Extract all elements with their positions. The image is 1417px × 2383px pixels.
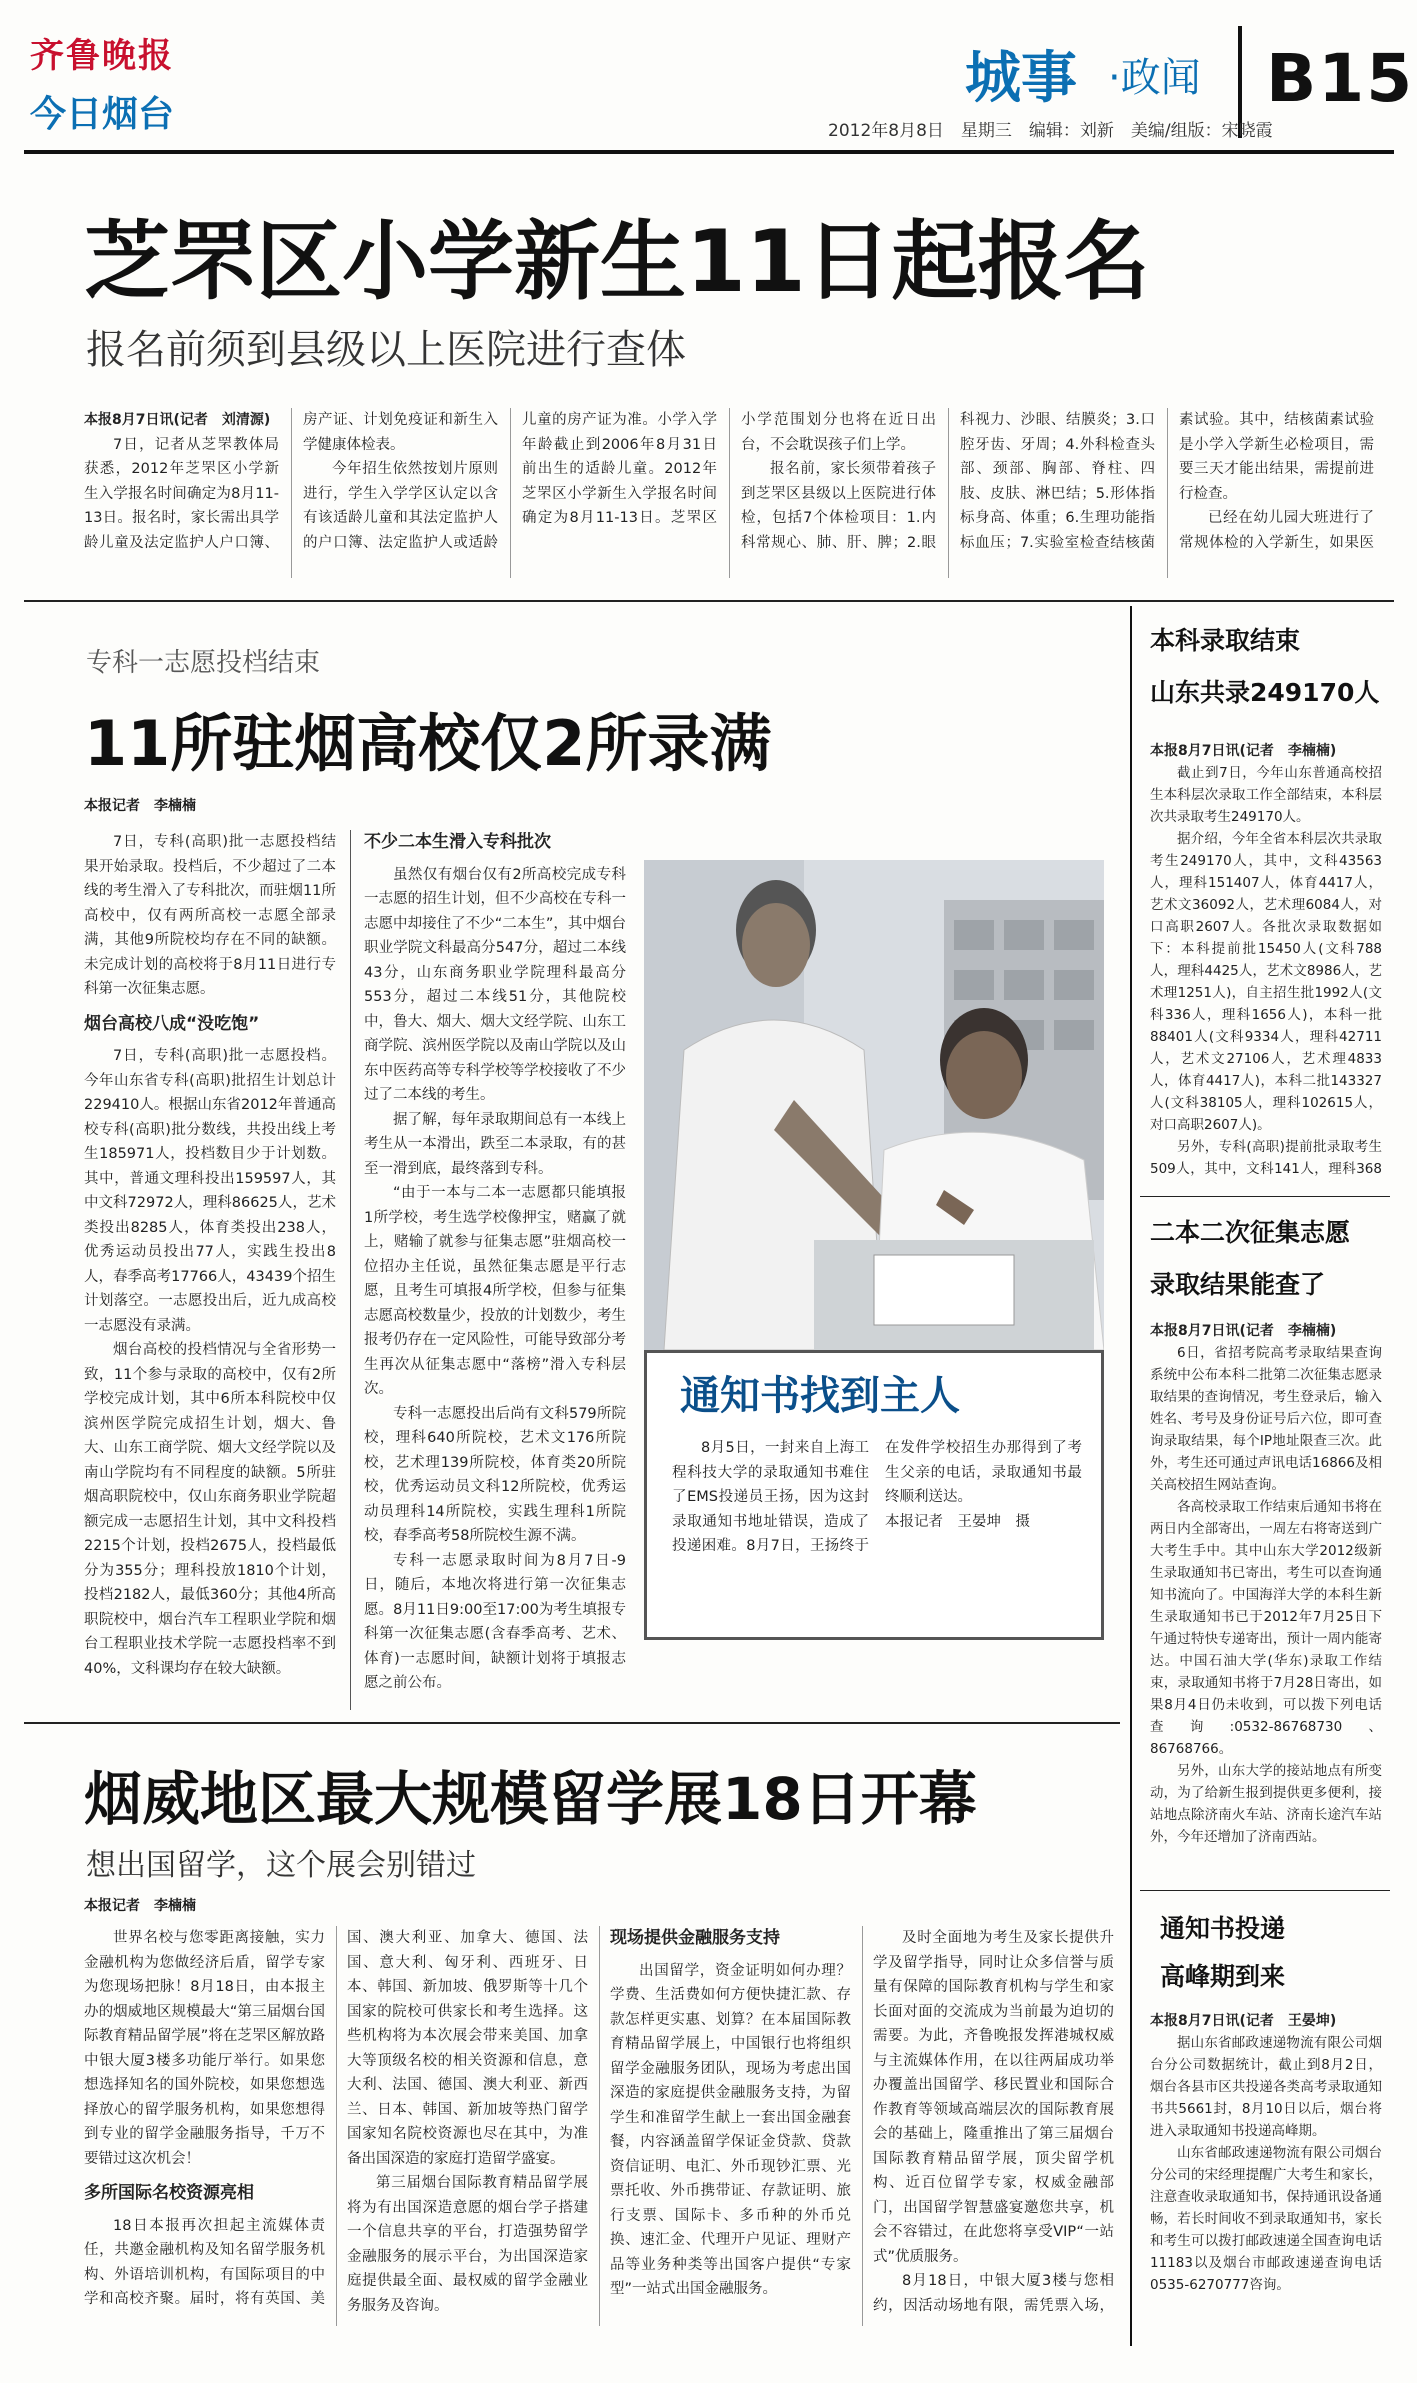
- article2-paragraph: 专科一志愿录取时间为8月7日-9日，随后，本地次将进行第一次征集志愿。8月11日9:00至17:00为考生填报专科第一次征集志愿(含春季高考、艺术、体育)一志愿时间，缺额计划将于填报志愿之前公布。: [364, 1552, 626, 1691]
- article3-byline: 本报记者 李楠楠: [84, 1898, 196, 1914]
- article3-subhead-1: 多所国际名校资源亮相: [84, 2183, 254, 2203]
- article1-body: [84, 408, 1374, 578]
- article2-kicker: 专科一志愿投档结束: [86, 648, 321, 678]
- article2-paragraph: 虽然仅有烟台仅有2所高校完成专科一志愿的招生计划，但不少高校在专科一志愿中却接住了不少“二本生”，其中烟台职业学院文科最高分547分，超过二本线43分，山东商务职业学院理科最高分553分，超过二本线51分，其他院校中，鲁大、烟大、烟大文经学院、山东工商学院、滨州医学院以及南山学院以及山东中医药高等专科学校等学校接收了不少过了二本线的考生。: [364, 866, 626, 1103]
- article2-paragraph: 据了解，每年录取期间总有一本线上考生从一本滑出，跌至二本录取，有的甚至一滑到底，最终落到专科。: [364, 1111, 626, 1177]
- article1-byline: 本报8月7日讯(记者 刘清源): [84, 412, 271, 428]
- article3-subhead-2: 现场提供金融服务支持: [610, 1928, 780, 1948]
- article2-paragraph: 烟台高校的投档情况与全省形势一致，11个参与录取的高校中，仅有2所学校完成计划，其中6所本科院校中仅滨州医学院完成招生计划，烟大、鲁大、山东工商学院、烟大文经学院以及南山学院均有不同程度的缺额。5所驻烟高职院校中，仅山东商务职业学院超额完成一志愿招生计划，其中文科投档2215个计划，投档2675人，投档最低分为355分；理科投放1810个计划，投档2182人，最低360分；其他4所高职院校中，烟台汽车工程职业学院和烟台工程职业技术学院一志愿投档率不到40%，文科课均存在较大缺额。: [84, 1342, 336, 1677]
- right-box3-paragraph: 山东省邮政速递物流有限公司烟台分公司的宋经理提醒广大考生和家长，注意查收录取通知书，保持通讯设备通畅，若长时间收不到录取通知书，家长和考生可以拨打邮政速递全国查询电话11183以及烟台市邮政速递查询电话0535-6270777咨询。: [1150, 2145, 1382, 2293]
- right-box3-title-line: 高峰期到来: [1160, 1962, 1286, 1991]
- section-subtitle: ·政闻: [1108, 55, 1201, 101]
- edition-name: 今日烟台: [30, 94, 175, 135]
- article2-byline: 本报记者 李楠楠: [84, 798, 196, 814]
- right-box3-body: [1150, 2010, 1382, 2350]
- article2-headline: 11所驻烟高校仅2所录满: [84, 707, 772, 780]
- photo-caption-text: [672, 1436, 1082, 1626]
- article1-paragraph: 已经在幼儿园大班进行了常规体检的入学新生，如果医: [1179, 510, 1374, 551]
- article1-paragraph: 报名前，家长须带着孩子到芝罘区县级以上医院进行体检，包括7个体检项目：1.内科常规心、肺、肝、脾；2.眼科视力、沙眼、结膜炎；3.口腔牙齿、牙周；4.外科检查头部、颈部、胸部、脊柱、四肢、皮肤、淋巴结；5.形体指标身高、体重；6.生理功能指标血压；7.实验室检查结核菌素试验。其中，结核菌素试验是小学入学新生必检项目，需要三天才能出结果，需提前进行检查。: [741, 412, 1374, 551]
- article2-col1: [84, 830, 336, 1720]
- section-divider: [24, 600, 1394, 602]
- article1-deck: 报名前须到县级以上医院进行查体: [86, 327, 686, 373]
- article2-paragraph: 7日，专科(高职)批一志愿投档。今年山东省专科(高职)批招生计划总计229410人。根据山东省2012年普通高校专科(高职)批分数线，共投出线上考生185971人，投档数目少于计划数。其中，普通文理科投出159597人，其中文科72972人，理科86625人，艺术类投出8285人，体育类投出238人，优秀运动员投出77人，实践生投出8人，春季高考17766人，43439个招生计划落空。一志愿投出后，近九成高校一志愿没有录满。: [84, 1048, 336, 1334]
- photo-caption-title: 通知书找到主人: [680, 1373, 960, 1419]
- article2-paragraph: “由于一本与二本一志愿都只能填报1所学校，考生选学校像押宝，赌赢了就上，赌输了就参与征集志愿”驻烟高校一位招办主任说，虽然征集志愿是平行志愿，且考生可填报4所学校，但参与征集志愿高校数量少，投放的计划数少，考生报考仍存在一定风险性，可能导致部分考生再次从征集志愿中“落榜”滑入专科层次。: [364, 1185, 626, 1397]
- right-box-divider: [1140, 1890, 1390, 1891]
- article3-paragraph: 第三届烟台国际教育精品留学展将为有出国深造意愿的烟台学子搭建一个信息共享的平台，打造强势留学金融服务的展示平台，为出国深造家庭提供最全面、最权威的留学金融业务服务及咨询。: [347, 2175, 588, 2314]
- right-box3-byline: 本报8月7日讯(记者 王晏坤): [1150, 2013, 1337, 2029]
- right-box2-title-line: 录取结果能查了: [1150, 1270, 1326, 1299]
- right-box1-title: [1150, 620, 1380, 714]
- masthead-rule: [24, 150, 1394, 154]
- photo-illustration: [644, 860, 1104, 1350]
- right-box2-title: [1150, 1212, 1380, 1306]
- article3-paragraph: 18日本报再次担起主流媒体责任，共邀金融机构及知名留学服务机构、外语培训机构，有国际项目的中学和高校齐聚。届时，将有英国、美国、澳大利亚、加拿大、德国、法国、意大利、匈牙利、西班牙、日本、韩国、新加坡、俄罗斯等十几个国家的院校可供家长和考生选择。这些机构将为本次展会带来美国、加拿大等顶级名校的相关资源和信息，意大利、法国、德国、澳大利亚、新西兰、日本、韩国、新加坡等热门留学国家知名院校资源也尽在其中，为准备出国深造的家庭打造留学盛宴。: [84, 1930, 588, 2307]
- article3-headline: 烟威地区最大规模留学展18日开幕: [84, 1765, 977, 1833]
- news-photo: [644, 860, 1104, 1350]
- article3-body: [84, 1926, 1114, 2326]
- right-box2-paragraph: 各高校录取工作结束后通知书将在两日内全部寄出，一周左右将寄送到广大考生手中。其中山东大学2012级新生录取通知书已寄出，考生可以查询通知书流向了。中国海洋大学的本科生新生录取通知书已于2012年7月25日下午通过特快专递寄出，预计一周内能寄达。中国石油大学(华东)录取工作结束，录取通知书将于7月28日寄出，如果8月4日仍未收到，可以拨下列电话查询:0532-86768730、86768766。: [1150, 1499, 1382, 1757]
- page-number: B15: [1266, 40, 1415, 117]
- photo-caption-paragraph: 8月5日，一封来自上海工程科技大学的录取通知书难住了EMS投递员王扬，因为这封录取通知书地址错误，造成了投递困难。8月7日，王扬终于在发件学校招生办那得到了考生父亲的电话，录取通知书最终顺利送达。: [672, 1440, 1082, 1554]
- right-box2-byline: 本报8月7日讯(记者 李楠楠): [1150, 1323, 1337, 1339]
- section-title: 城事: [965, 46, 1077, 111]
- right-box1-title-line: 山东共录249170人: [1150, 678, 1380, 707]
- right-box3-title-line: 通知书投递: [1160, 1914, 1286, 1943]
- article2-lead: 7日，专科(高职)批一志愿投档结果开始录取。投档后，不少超过了二本线的考生滑入了专科批次，而驻烟11所高校中，仅有两所高校一志愿全部录满，其他9所院校均存在不同的缺额。未完成计划的高校将于8月11日进行专科第一次征集志愿。: [84, 834, 336, 997]
- newspaper-logo: 齐鲁晚报: [30, 36, 174, 76]
- right-box2-title-line: 二本二次征集志愿: [1150, 1218, 1351, 1247]
- article2-subhead-1: 烟台高校八成“没吃饱”: [84, 1013, 260, 1034]
- article3-paragraph: 8月18日，中银大厦3楼与您相约，因活动场地有限，需凭票入场，: [873, 2273, 1114, 2314]
- article1-headline: 芝罘区小学新生11日起报名: [84, 212, 1150, 312]
- right-box2-paragraph: 6日，省招考院高考录取结果查询系统中公布本科二批第二次征集志愿录取结果的查询情况，考生登录后，输入姓名、考号及身份证号后六位，即可查询录取结果，每个IP地址限查三次。此外，考生还可通过声讯电话16866及相关高校招生网站查询。: [1150, 1345, 1382, 1493]
- article2-col2: [364, 830, 626, 1710]
- article2-subhead-2: 不少二本生滑入专科批次: [364, 832, 551, 852]
- section-divider: [24, 1722, 1120, 1724]
- right-box2-body: [1150, 1320, 1382, 1880]
- article3-paragraph: 出国留学，资金证明如何办理？学费、生活费如何方便快捷汇款、存款怎样更实惠、划算？在本届国际教育精品留学展上，中国银行也将组织留学金融服务团队，现场为考虑出国深造的家庭提供金融服务支持，为留学生和准留学生献上一套出国金融套餐，内容涵盖留学保证金贷款、贷款资信证明、电汇、外币现钞汇票、光票托收、外币携带证、存款证明、旅行支票、国际卡、多币种的外币兑换、速汇金、代理开户见证、理财产品等业务种类等出国客户提供“专家型”一站式出国金融服务。: [610, 1962, 851, 2297]
- article3-paragraph: 世界名校与您零距离接触，实力金融机构为您做经济后盾，留学专家为您现场把脉！8月18日，由本报主办的烟威地区规模最大“第三届烟台国际教育精品留学展”将在芝罘区解放路中银大厦3楼多功能厅举行。如果您想选择知名的国外院校，如果您想选择放心的留学服务机构，如果您想得到专业的留学金融服务指导，千万不要错过这次机会！: [84, 1930, 325, 2167]
- right-box2-paragraph: 另外，山东大学的接站地点有所变动，为了给新生报到提供更多便利，接站地点除济南火车站、济南长途汽车站外，今年还增加了济南西站。: [1150, 1763, 1382, 1845]
- article3-paragraph: 及时全面地为考生及家长提供升学及留学指导，同时让众多信誉与质量有保障的国际教育机构与学生和家长面对面的交流成为当前最为迫切的需要。为此，齐鲁晚报发挥港城权威与主流媒体作用，在以往两届成功举办覆盖出国留学、移民置业和国际合作教育等领域高端层次的国际教育展会的基础上，隆重推出了第三届烟台国际教育精品留学展，顶尖留学机构、近百位留学专家，权威金融部门，出国留学智慧盛宴邀您共享，机会不容错过，在此您将享受VIP“一站式”优质服务。: [873, 1930, 1114, 2265]
- photo-credit: 本报记者 王晏坤 摄: [885, 1513, 1030, 1530]
- right-box1-paragraph: 截止到7日，今年山东普通高校招生本科层次录取工作全部结束，本科层次共录取考生249170人。: [1150, 765, 1382, 825]
- right-box3-title: [1160, 1908, 1380, 1998]
- right-box1-paragraph: 另外，专科(高职)提前批录取考生509人，其中，文科141人，理科368: [1150, 1139, 1382, 1177]
- right-box1-title-line: 本科录取结束: [1150, 626, 1301, 655]
- right-column-divider: [1130, 606, 1132, 2346]
- right-box3-paragraph: 据山东省邮政速递物流有限公司烟台分公司数据统计，截止到8月2日，烟台各县市区共投递各类高考录取通知书共5661封，8月10日以后，烟台将进入录取通知书投递高峰期。: [1150, 2035, 1382, 2139]
- right-box1-body: [1150, 740, 1382, 1180]
- dateline: 2012年8月8日 星期三 编辑：刘新 美编/组版：宋晓霞: [828, 121, 1273, 141]
- column-divider: [350, 830, 351, 1710]
- right-box1-byline: 本报8月7日讯(记者 李楠楠): [1150, 743, 1337, 759]
- article3-deck: 想出国留学，这个展会别错过: [86, 1848, 476, 1883]
- article2-paragraph: 专科一志愿投出后尚有文科579所院校，理科640所院校，艺术文176所院校，艺术理139所院校，体育类20所院校，优秀运动员文科12所院校，优秀运动员理科14所院校，实践生理科1所院校，春季高考58所院校生源不满。: [364, 1405, 626, 1544]
- article1-paragraph: 7日，记者从芝罘教体局获悉，2012年芝罘区小学新生入学报名时间确定为8月11-13日。报名时，家长需出具学龄儿童及法定监护人户口簿、房产证、计划免疫证和新生入学健康体检表。: [84, 412, 498, 551]
- right-box-divider: [1140, 1196, 1390, 1197]
- right-box1-paragraph: 据介绍，今年全省本科层次共录取考生249170人，其中，文科43563人，理科151407人，体育4417人，艺术文36092人，艺术理6084人，对口高职2607人。各批次录取数据如下：本科提前批15450人(文科788人，理科4425人，艺术文8986人，艺术理1251人)，自主招生批1992人(文科336人，理科1656人)，本科一批88401人(文科9334人，理科42711人，艺术文27106人，艺术理4833人，体育4417人)，本科二批143327人(文科38105人，理科102615人，对口高职2607人)。: [1150, 831, 1382, 1133]
- article1-paragraph: 今年招生依然按划片原则进行，学生入学学区认定以含有该适龄儿童和其法定监护人的户口簿、法定监护人或适龄儿童的房产证为准。小学入学年龄截止到2006年8月31日前出生的适龄儿童。2012年芝罘区小学新生入学报名时间确定为8月11-13日。芝罘区小学范围划分也将在近日出台，不会耽误孩子们上学。: [303, 412, 936, 551]
